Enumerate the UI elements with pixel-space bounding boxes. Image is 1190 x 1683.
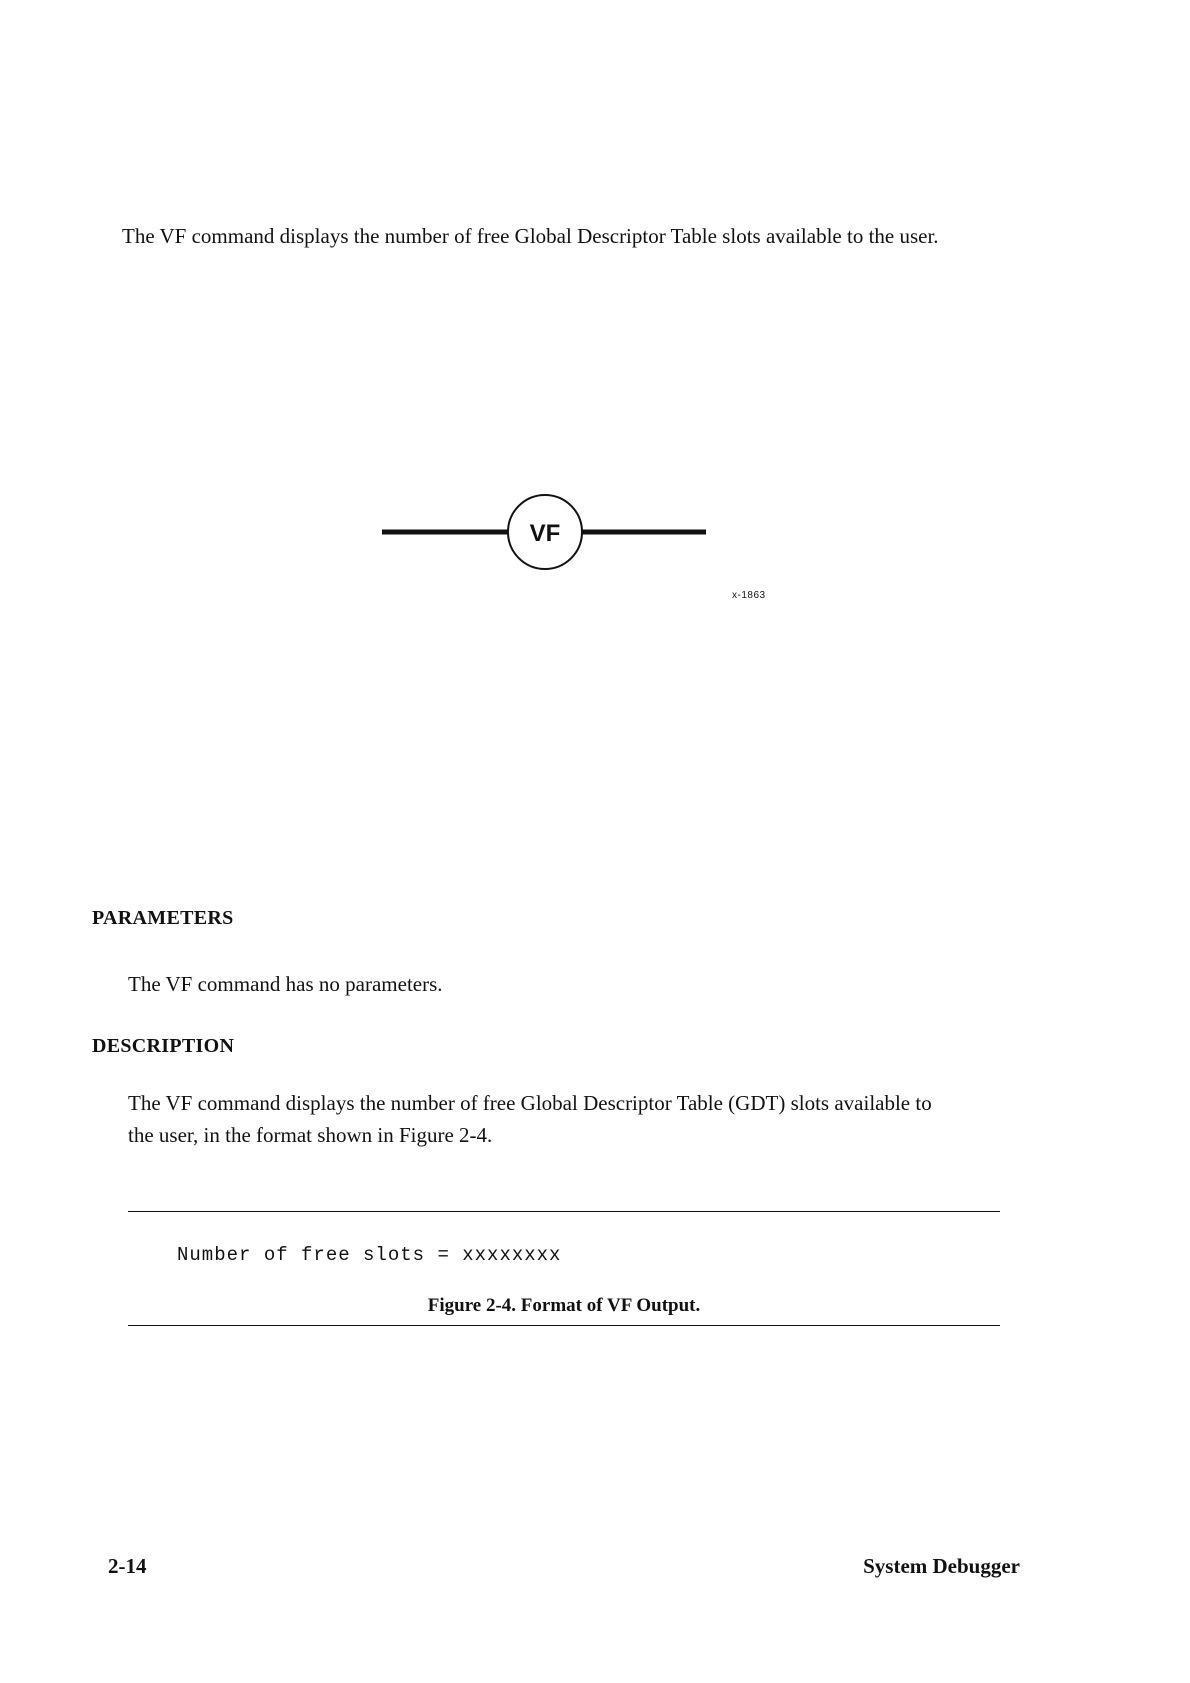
page-number: 2-14 [108, 1554, 147, 1578]
command-label: VF [529, 520, 561, 547]
figure-caption: Figure 2-4. Format of VF Output. [427, 1295, 701, 1316]
parameters-text: The VF command has no parameters. [128, 972, 443, 996]
footer-title: System Debugger [863, 1554, 1020, 1578]
vf-syntax-diagram [380, 480, 710, 590]
parameters-heading: PARAMETERS [92, 907, 234, 929]
vf-output-format: Number of free slots = xxxxxxxx [177, 1244, 562, 1266]
intro-paragraph: The VF command displays the number of free Global Descriptor Table slots available to the user. [122, 224, 939, 248]
description-text: The VF command displays the number of free Global Descriptor Table (GDT) slots available to the user, in the format shown in Figure 2-4. [128, 1091, 932, 1147]
figure-top-rule [128, 1211, 1000, 1212]
description-heading: DESCRIPTION [92, 1035, 235, 1057]
figure-code: x-1863 [732, 590, 766, 601]
figure-bottom-rule [128, 1325, 1000, 1326]
